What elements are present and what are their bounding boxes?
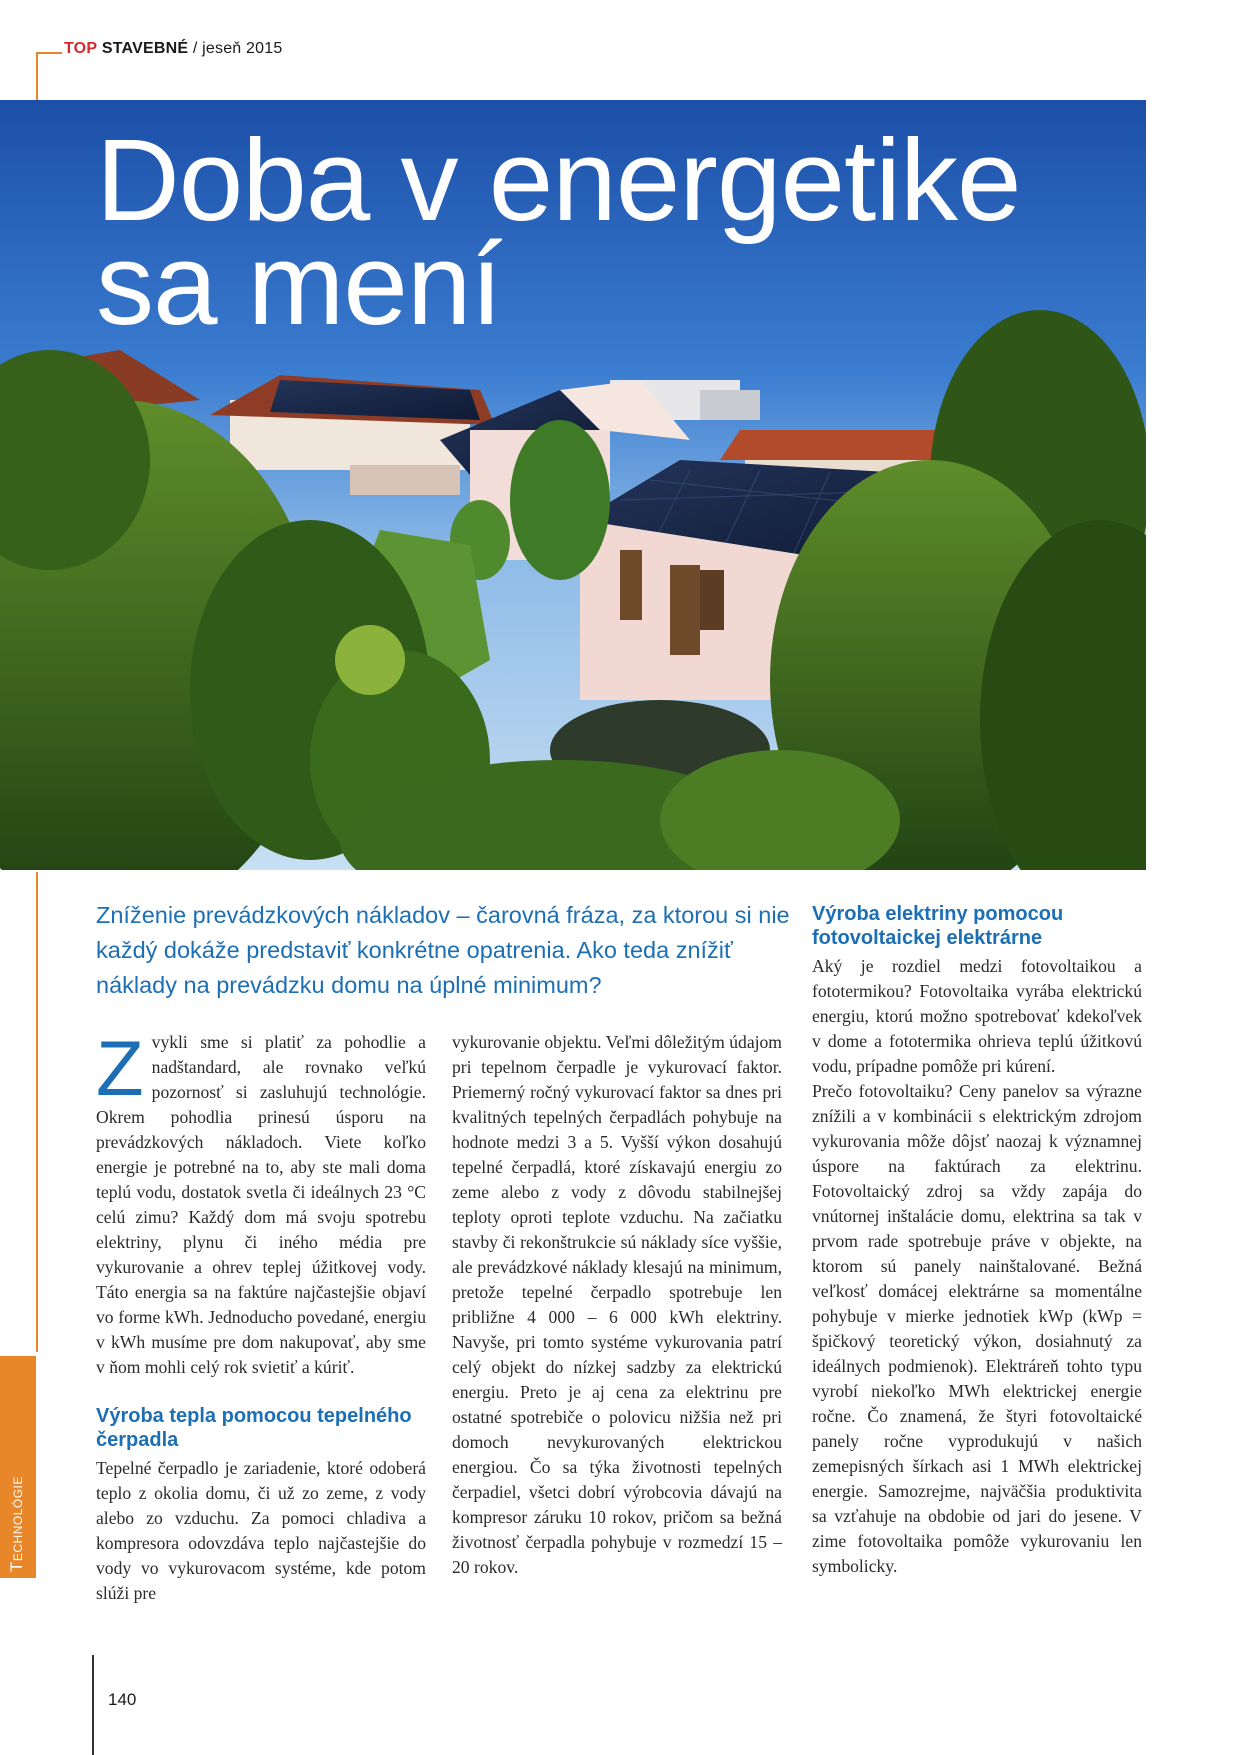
header-rule-horizontal (36, 52, 62, 54)
footer-rule (92, 1655, 94, 1755)
title-line-1: Doba v energetike (96, 115, 1021, 245)
brand-top: TOP (64, 40, 98, 57)
subhead-heat-pump: Výroba tepla pomocou tepelného čerpadla (96, 1405, 412, 1451)
page-title (96, 115, 1021, 349)
column-3 (812, 902, 1142, 1579)
brand-name: STAVEBNÉ (101, 40, 189, 57)
pv-paragraph-1: Aký je rozdiel medzi fotovoltaikou a fototermikou? Fotovoltaika vyrába elektrickú energiu, ktorú možno spotrebovať kdekoľvek v dome a fototermika ohrieva teplú úžitkovú vodu, prípadne pomôže pri kúrení. (812, 956, 1142, 1076)
page-number: 140 (108, 1690, 137, 1709)
section-label: Technológie (7, 1476, 26, 1572)
heat-pump-paragraph: Tepelné čerpadlo je zariadenie, ktoré odoberá teplo z okolia domu, či už zo zeme, z vody alebo zo vzduchu. Za pomoci chladiva a kompresora odovzdáva teplo najčastejšie do vody vo vykurovacom systéme, kde potom slúži pre (96, 1458, 426, 1603)
column-2 (452, 1030, 782, 1580)
pv-paragraph-2: Prečo fotovoltaiku? Ceny panelov sa výrazne znížili a v kombinácii s elektrickým zdrojom vykurovania môže dôjsť naozaj k významnej úspore na faktúrach za elektrinu. Fotovoltaický zdroj sa vždy zapája do vnútornej inštalácie domu, elektrina sa tak v prvom rade spotrebuje práve v objekte, na ktorom sú panely nainštalované. Bežná veľkosť domácej elektrárne sa momentálne pohybuje v mierke jednotiek kWp (kWp = špičkový teoretický výkon, dosiahnutý za ideálnych podmienok). Elektráreň tohto typu vyrobí niekoľko MWh elektrickej energie ročne. Čo znamená, že štyri fotovoltaické panely ročne vyprodukujú v našich zemepisných šírkach asi 1 MWh elektrickej energie. Samozrejme, najväčšia produktivita sa vzťahuje na obdobie od jari do jesene. V zime fotovoltaika pomôže vykurovaniu len symbolicky. (812, 1081, 1142, 1576)
running-header (64, 40, 282, 58)
column-1 (96, 1024, 426, 1606)
title-line-2: sa mení (96, 219, 502, 349)
intro-text: vykli sme si platiť za pohodlie a nadštandard, ale rovnako veľkú pozornosť si zasluhujú technológie. Okrem pohodlia prinesú úsporu na prevádzkových nákladoch. Viete koľko energie je potrebné na to, aby ste mali doma teplú vodu, dostatok svetla či ideálnych 23 °C celú zimu? Každý dom má svoju spotrebu elektriny, plynu či iného média pre vykurovanie a ohrev teplej úžitkovej vody. Táto energia sa na faktúre najčastejšie objaví vo forme kWh. Jednoducho povedané, energiu v kWh musíme pre dom nakupovať, aby sme v ňom mohli celý rok svietiť a kúriť. (96, 1032, 426, 1377)
subhead-photovoltaics: Výroba elektriny pomocou fotovoltaickej elektrárne (812, 903, 1064, 949)
side-rule (36, 872, 38, 1352)
dropcap: Z (96, 1024, 144, 1112)
lead-paragraph: Zníženie prevádzkových nákladov – čarovná fráza, za ktorou si nie každý dokáže predstaviť konkrétne opatrenia. Ako teda znížiť náklady na prevádzku domu na úplné minimum? (96, 902, 790, 998)
intro-paragraph (96, 1024, 426, 1380)
issue-label: / jeseň 2015 (188, 40, 283, 57)
heat-pump-continued: vykurovanie objektu. Veľmi dôležitým údajom pri tepelnom čerpadle je vykurovací faktor. Priemerný ročný vykurovací faktor sa dnes pri kvalitných tepelných čerpadlách pohybuje na hodnote medzi 3 a 5. Vyšší výkon dosahujú tepelné čerpadlá, ktoré získavajú energiu zo zeme alebo z vody z dôvodu stabilnejšej teploty oproti teplote vzduchu. Na začiatku stavby či rekonštrukcie sú náklady síce vyššie, ale prevádzkové náklady klesajú na minimum, pretože tepelné čerpadlo spotrebuje len približne 4 000 – 6 000 kWh elektriny. Navyše, pri tomto systéme vykurovania patrí celý objekt do nízkej sadzby za elektrickú energiu. Preto je aj cena za elektrinu pre ostatné spotrebiče o polovicu nižšia než pri domoch nevykurovaných elektrickou energiou. Čo sa týka životnosti tepelných čerpadiel, všetci dobrí výrobcovia dávajú na kompresor záruku 10 rokov, pričom sa bežná životnosť čerpadla pohybuje v rozmedzí 15 – 20 rokov. (452, 1032, 782, 1577)
